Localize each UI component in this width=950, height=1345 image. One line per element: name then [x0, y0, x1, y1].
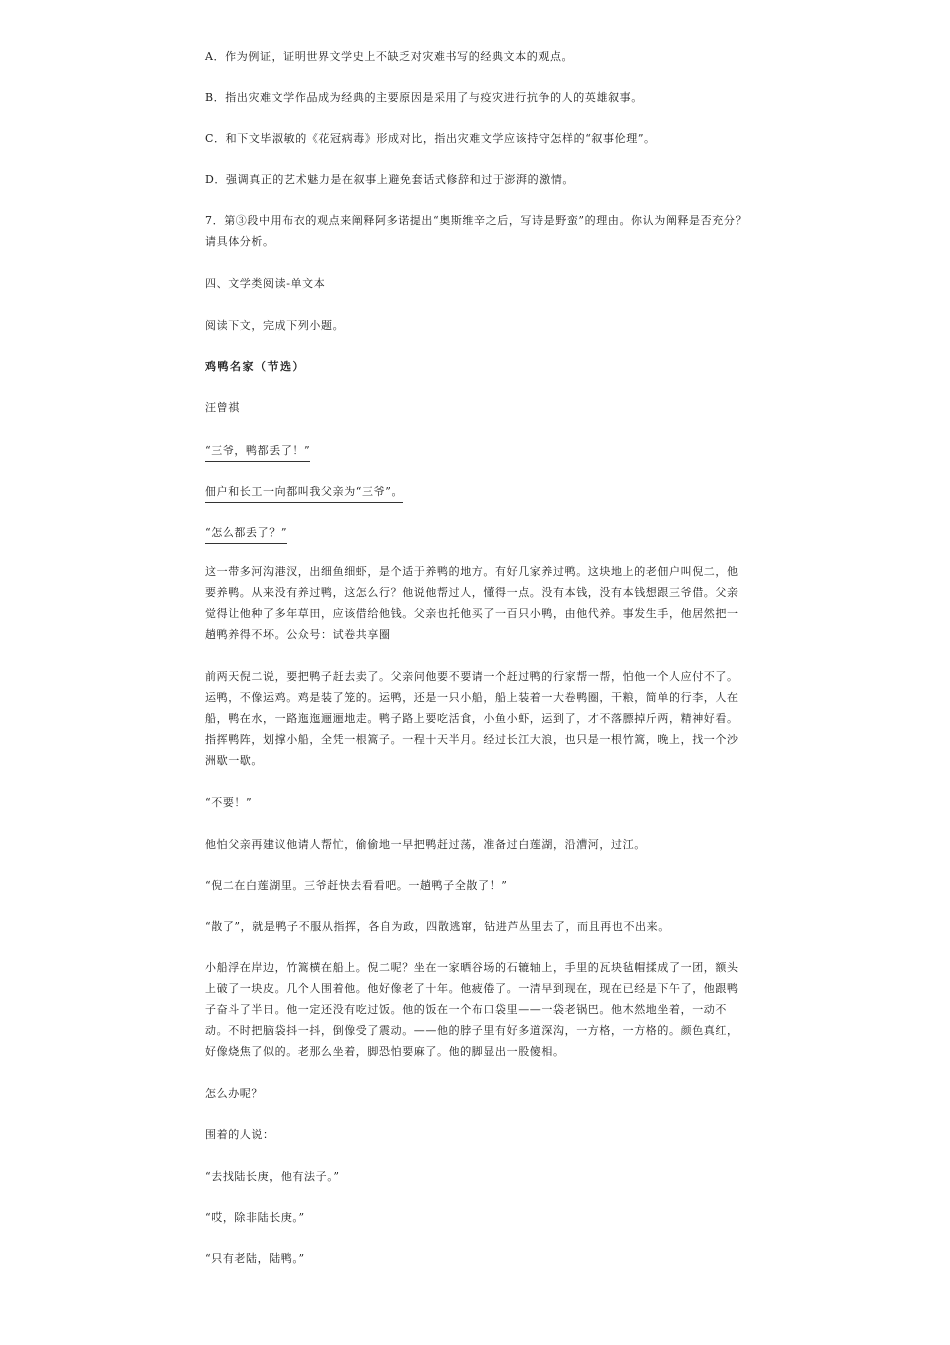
paragraph-8: 怎么办呢？ [205, 1087, 263, 1100]
paragraph-12: “只有老陆，陆鸭。” [205, 1252, 305, 1265]
section-heading: 四、文学类阅读-单文本 [205, 277, 326, 290]
paragraph-line: 觉得让他种了多年草田，应该借给他钱。父亲也托他买了一百只小鸭，由他代养。事发生手，他居然把一 [205, 607, 739, 620]
paragraph-line: 小船浮在岸边，竹篙横在船上。倪二呢？坐在一家晒谷场的石辘轴上，手里的瓦块毡帽揉成了一团，额头 [205, 961, 739, 974]
paragraph-3: “不要！” [205, 796, 253, 809]
paragraph-6: “散了”，就是鸭子不服从指挥，各自为政，四散逃窜，钻进芦丛里去了，而且再也不出来。 [205, 920, 670, 933]
underlined-line [205, 481, 750, 503]
paragraph-line: 船，鸭在水，一路迤迤逦逦地走。鸭子路上要吃活食，小鱼小虾，运到了，才不落膘掉斤两，精神好看。 [205, 712, 739, 725]
paragraph-11: “哎，除非陆长庚。” [205, 1211, 305, 1224]
paragraph-9: 围着的人说： [205, 1128, 275, 1141]
question-7-line: 请具体分析。 [205, 235, 275, 248]
paragraph-10: “去找陆长庚，他有法子。” [205, 1170, 340, 1183]
paragraph-line: 上破了一块皮。几个人围着他。他好像老了十年。他疲倦了。一清早到现在，现在已经是下午了，他跟鸭 [205, 982, 739, 995]
paragraph-line: 趟鸭养得不坏。公众号：试卷共享圈 [205, 628, 391, 641]
paragraph-line: 好像烧焦了似的。老那么坐着，脚恐怕要麻了。他的脚显出一股傻相。 [205, 1045, 565, 1058]
article-title: 鸡鸭名家（节选） [205, 360, 305, 373]
paragraph-line: 动。不时把脑袋抖一抖，倒像受了震动。——他的脖子里有好多道深沟，一方格，一方格的。颜色真红， [205, 1024, 739, 1037]
underlined-text: “三爷，鸭都丢了！” [205, 443, 310, 462]
question-7 [205, 210, 750, 252]
paragraph-line: 这一带多河沟港汊，出细鱼细虾，是个适于养鸭的地方。有好几家养过鸭。这块地上的老佃户叫倪二，他 [205, 565, 739, 578]
question-7-line: 7．第③段中用布衣的观点来阐释阿多诺提出“奥斯维辛之后，写诗是野蛮”的理由。你认为阐释是否充分？ [205, 214, 748, 227]
paragraph-line: 运鸭，不像运鸡。鸡是装了笼的。运鸭，还是一只小船，船上装着一大卷鸭圈，干粮，简单的行李，人在 [205, 691, 739, 704]
underlined-text: 佃户和长工一向都叫我父亲为“三爷”。 [205, 484, 403, 503]
article-author: 汪曾祺 [205, 401, 240, 414]
option-b: B．指出灾难文学作品成为经典的主要原因是采用了与疫灾进行抗争的人的英雄叙事。 [205, 91, 643, 104]
paragraph-line: 洲歇一歇。 [205, 754, 263, 767]
underlined-line [205, 522, 750, 544]
option-d: D．强调真正的艺术魅力是在叙事上避免套话式修辞和过于澎湃的激情。 [205, 173, 575, 186]
instruction: 阅读下文，完成下列小题。 [205, 319, 345, 332]
paragraph-4: 他怕父亲再建议他请人帮忙，偷偷地一早把鸭赶过荡，准备过白莲湖，沿漕河，过江。 [205, 838, 646, 851]
underlined-text: “怎么都丢了？” [205, 525, 287, 544]
paragraph-1 [205, 561, 750, 645]
paragraph-2 [205, 666, 750, 771]
paragraph-5: “倪二在白莲湖里。三爷赶快去看看吧。一趟鸭子全散了！” [205, 879, 508, 892]
option-c: C．和下文毕淑敏的《花冠病毒》形成对比，指出灾难文学应该持守怎样的“叙事伦理”。 [205, 132, 656, 145]
paragraph-line: 前两天倪二说，要把鸭子赶去卖了。父亲问他要不要请一个赶过鸭的行家帮一帮，怕他一个人应付不了。 [205, 670, 739, 683]
paragraph-line: 子奋斗了半日。他一定还没有吃过饭。他的饭在一个布口袋里——一袋老锅巴。他木然地坐着，一动不 [205, 1003, 727, 1016]
paragraph-line: 要养鸭。从来没有养过鸭，这怎么行？他说他帮过人，懂得一点。没有本钱，没有本钱想跟三爷借。父亲 [205, 586, 739, 599]
underlined-line [205, 440, 750, 462]
paragraph-line: 指挥鸭阵，划撑小船，全凭一根篙子。一程十天半月。经过长江大浪，也只是一根竹篙，晚上，找一个沙 [205, 733, 739, 746]
option-a: A．作为例证，证明世界文学史上不缺乏对灾难书写的经典文本的观点。 [205, 50, 574, 63]
paragraph-7 [205, 957, 750, 1062]
